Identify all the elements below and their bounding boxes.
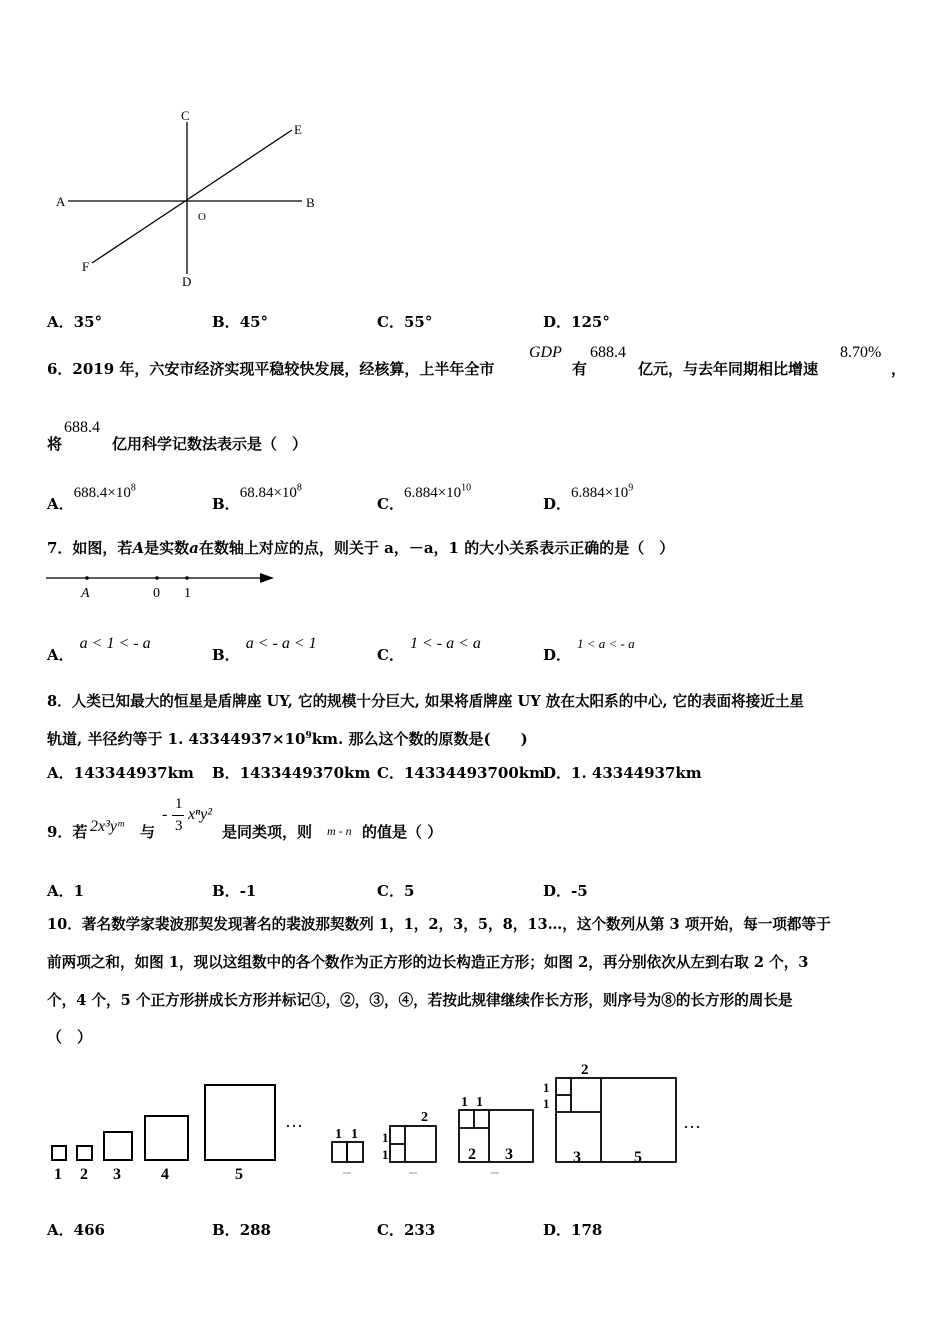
q6-stem-part2: 亿元，与去年同期相比增速 (638, 360, 819, 378)
q6-stem-part1: 6．2019 年，六安市经济实现平稳较快发展，经核算，上半年全市 (47, 360, 495, 378)
r4-label-b: 1 (543, 1096, 550, 1111)
q9-option-a[interactable]: A．1 (47, 882, 85, 900)
r2-label-a: 1 (382, 1130, 389, 1145)
q6-rate: 8.70% (840, 344, 882, 361)
rect1-sq-a (332, 1142, 347, 1162)
q9-stem-b: 是同类项，则 (222, 823, 313, 841)
q6-stem-line2-a: 将 (47, 435, 63, 453)
label-a: A (56, 194, 66, 209)
r3-label-d: 3 (505, 1146, 513, 1163)
fig1-label-4: 4 (161, 1166, 169, 1183)
label-o: O (198, 211, 206, 223)
fig1-label-2: 2 (80, 1166, 88, 1183)
q8-stem-line1: 8．人类已知最大的恒星是盾牌座 UY, 它的规模十分巨大, 如果将盾牌座 UY 放在太阳系的中心, 它的表面将接近土星 (47, 693, 805, 710)
point-a (85, 576, 89, 580)
square-2 (77, 1146, 92, 1160)
q9-stem-c: 的值是（ ） (362, 823, 443, 841)
r2-label-c: 2 (421, 1110, 428, 1125)
q9-option-d[interactable]: D．-5 (543, 882, 588, 900)
fig1-label-5: 5 (235, 1166, 243, 1183)
q8-stem-line2: 轨道, 半径约等于 1. $43344937\times 10^9km$. 那么这个数的原数是( ) (47, 730, 528, 748)
point-zero (155, 576, 159, 580)
q8-option-b[interactable]: B．1433449370km (212, 764, 371, 782)
q6-gdp: GDP (529, 344, 562, 361)
label-f: F (82, 259, 90, 274)
fig1-label-1: 1 (54, 1166, 62, 1183)
q7-option-d[interactable]: D．1 < a < - a (543, 636, 635, 664)
q9-term1: 2x³yᵐ (90, 818, 124, 835)
line-ef (92, 130, 292, 263)
point-one (185, 576, 189, 580)
axis-label-one: 1 (184, 586, 191, 601)
label-e: E (294, 122, 302, 137)
q6-line2-value: 688.4 (64, 419, 100, 436)
q9-frac-num: 1 (175, 796, 183, 812)
q6-option-c[interactable]: C．$6.884\times 10^{10}$ (377, 482, 472, 513)
angle-figure (40, 100, 340, 300)
label-d: D (182, 274, 192, 289)
square-4 (145, 1116, 188, 1160)
q6-comma: ， (891, 360, 907, 378)
fig1-label-3: 3 (113, 1166, 121, 1183)
q9-option-c[interactable]: C．5 (377, 882, 415, 900)
q7-option-b[interactable]: B．a < - a < 1 (212, 635, 317, 664)
q6-option-b[interactable]: B．$68.84\times 10^8$ (212, 482, 302, 513)
r3-label-b: 1 (476, 1095, 483, 1110)
q9-frac-bar (172, 815, 184, 816)
label-b: B (306, 195, 315, 210)
q5-option-d[interactable]: D．125° (543, 313, 610, 331)
fig2-ellipsis: … (683, 1112, 701, 1132)
axis-label-a: A (81, 586, 90, 601)
r1-label-b: 1 (351, 1127, 358, 1142)
r4-label-c: 2 (581, 1062, 589, 1078)
q9-frac-den: 3 (175, 818, 183, 834)
q6-stem-line2-b: 亿用科学记数法表示是（ ） (112, 435, 308, 453)
q10-stem-line2: 前两项之和，如图 1，现以这组数中的各个数作为正方形的边长构造正方形；如图 2，再分别依次从左到右取 2 个，3 (47, 954, 809, 971)
q9-stem-a: 9．若 (47, 823, 88, 841)
r4-label-a: 1 (543, 1080, 550, 1095)
r2-label-b: 1 (382, 1147, 389, 1162)
label-c: C (181, 108, 190, 123)
r4-label-d: 3 (573, 1149, 581, 1166)
q10-option-d[interactable]: D．178 (543, 1221, 603, 1239)
q10-stem-line4: （ ） (47, 1028, 93, 1046)
arrow-right-icon (260, 573, 274, 583)
q6-value: 688.4 (590, 344, 626, 361)
q5-option-b[interactable]: B．45° (212, 313, 269, 331)
q7-stem: 7．如图，若A是实数a在数轴上对应的点，则关于 a，－a，1 的大小关系表示正确的是（ ） (47, 539, 675, 557)
q8-option-c[interactable]: C．14334493700km (377, 764, 546, 782)
axis-label-zero: 0 (153, 586, 160, 601)
square-1 (52, 1146, 66, 1160)
q7-option-a[interactable]: A．a < 1 < - a (47, 635, 151, 664)
q6-you: 有 (572, 360, 588, 378)
q10-option-a[interactable]: A．466 (47, 1221, 105, 1239)
q8-option-a[interactable]: A．143344937km (47, 764, 194, 782)
q6-option-a[interactable]: A．$688.4\times 10^8$ (47, 482, 136, 513)
fibonacci-squares-figure (45, 1075, 325, 1190)
square-5 (205, 1085, 275, 1160)
q10-stem-line3: 个，4 个，5 个正方形拼成长方形并标记①，②，③，④，若按此规律继续作长方形，则序号为⑧的长方形的周长是 (47, 992, 793, 1009)
q5-option-c[interactable]: C．55° (377, 313, 433, 331)
q10-option-b[interactable]: B．288 (212, 1221, 271, 1239)
q6-option-d[interactable]: D．$6.884\times 10^9$ (543, 482, 634, 513)
q8-option-d[interactable]: D．1. 43344937km (543, 764, 702, 782)
q9-mn: m - n (327, 824, 352, 838)
fig1-ellipsis: … (285, 1111, 303, 1131)
q9-term2: xⁿy² (188, 806, 213, 823)
r3-label-a: 1 (461, 1095, 468, 1110)
q9-yu: 与 (140, 823, 156, 841)
r4-label-e: 5 (634, 1149, 642, 1166)
r1-label-a: 1 (335, 1127, 342, 1142)
number-line (44, 568, 284, 604)
q9-option-b[interactable]: B．-1 (212, 882, 257, 900)
rect1-sq-b (347, 1142, 363, 1162)
square-3 (104, 1132, 132, 1160)
r3-label-c: 2 (468, 1146, 476, 1163)
q5-option-a[interactable]: A．35° (47, 313, 103, 331)
q7-option-c[interactable]: C．1 < - a < a (377, 635, 481, 664)
q10-stem-line1: 10．著名数学家裴波那契发现著名的裴波那契数列 1，1，2，3，5，8，13…，这个数列从第 3 项开始，每一项都等于 (47, 916, 831, 933)
fibonacci-rectangles-figure (325, 1058, 725, 1188)
q10-option-c[interactable]: C．233 (377, 1221, 436, 1239)
q9-neg: - (162, 806, 168, 823)
